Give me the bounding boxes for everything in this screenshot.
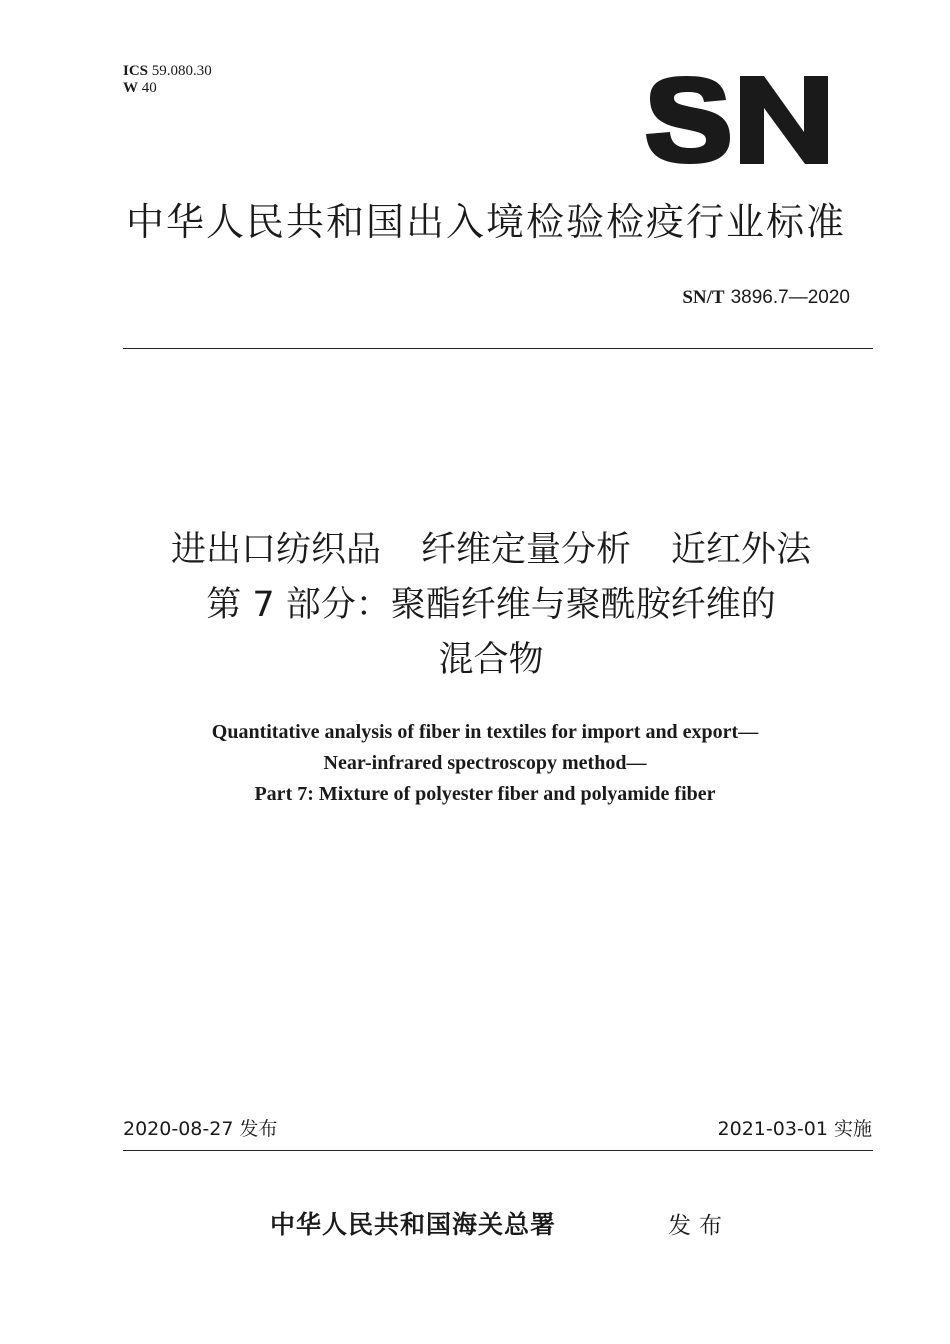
issue-date: 2020-08-27 发布	[123, 1118, 278, 1140]
ics-value: 59.080.30	[151, 63, 212, 79]
title-cn-line-1	[0, 522, 950, 578]
ccs-label: W	[123, 80, 138, 96]
title-cn-part-1: 进出口纺织品	[170, 530, 381, 570]
issuer-name: 中华人民共和国海关总署	[270, 1210, 557, 1239]
bottom-divider	[123, 1150, 873, 1151]
title-cn-line-2: 第 7 部分：聚酯纤维与聚酰胺纤维的	[206, 585, 776, 625]
issuer-action: 发布	[668, 1213, 730, 1239]
title-en-line-1: Quantitative analysis of fiber in textiles for import and export—	[211, 721, 759, 743]
top-divider	[123, 348, 873, 349]
implementation-date: 2021-03-01 实施	[717, 1118, 872, 1140]
sn-logo	[644, 70, 832, 170]
ics-code	[123, 63, 212, 80]
ccs-value: 40	[141, 80, 157, 96]
standard-number	[682, 285, 850, 310]
ics-label: ICS	[123, 63, 149, 79]
title-en-line-2: Near-infrared spectroscopy method—	[323, 752, 647, 774]
standard-code: 3896.7—2020	[730, 287, 850, 308]
standard-prefix: SN/T	[682, 287, 725, 308]
title-cn-part-2: 纤维定量分析	[420, 530, 631, 570]
title-cn-part-3: 近红外法	[671, 530, 812, 570]
title-en-line-3: Part 7: Mixture of polyester fiber and polyamide fiber	[254, 783, 716, 805]
ccs-code	[123, 80, 157, 97]
category-title: 中华人民共和国出入境检验检疫行业标准	[125, 200, 846, 244]
title-cn-line-3: 混合物	[438, 640, 544, 680]
